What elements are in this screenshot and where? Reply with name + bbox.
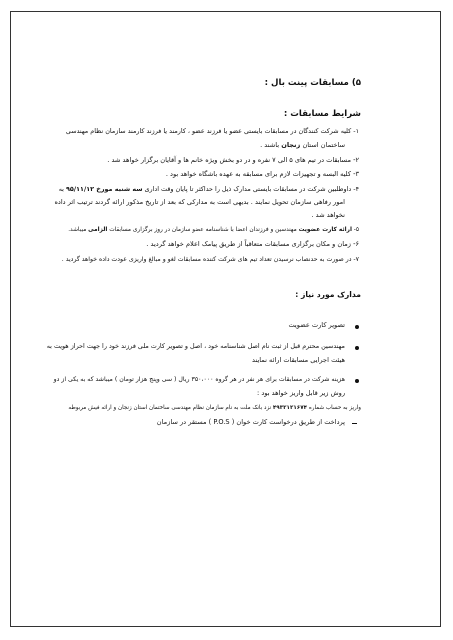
condition-6: ۶- زمان و مکان برگزاری مسابقات متعاقباً از طریق پیامک اعلام خواهد گردید . [146, 240, 359, 248]
condition-4-line-3: نخواهد شد . [311, 211, 345, 219]
document-3-line-2: روش زیر قابل واریز خواهد بود : [257, 389, 345, 397]
condition-3: ۳- کلیه البسه و تجهیزات لازم برای مسابقه به عهده باشگاه خواهد بود . [165, 170, 359, 178]
bullet-icon [355, 346, 359, 350]
page-border [10, 11, 441, 627]
condition-5-text-a: ۵- [351, 227, 359, 233]
document-2-line-1: مهندسین محترم قبل از ثبت نام اصل شناسنامه خود ، اصل و تصویر کارت ملی فرزند خود را جهت احراز هویت به [46, 342, 345, 350]
condition-1-text-a: ساختمان استان [300, 141, 345, 149]
condition-7: ۷- در صورت به حدنصاب نرسیدن تعداد تیم های شرکت کننده مسابقات لغو و مبالغ واریزی عودت داده خواهد گردید . [61, 256, 359, 263]
document-2-line-2: هیئت اجرایی مسابقات ارائه نمایند [252, 356, 345, 364]
section-title: ۵) مسابقات پینت بال : [264, 78, 361, 88]
document-4-text-b: نزد بانک ملت به نام سازمان نظام مهندسی ساختمان استان زنجان و ارائه فیش مربوطه [68, 405, 273, 411]
condition-5-text-b: مهندسین و فرزندان اعضا با شناسنامه عضو سازمان در روز برگزاری مسابقات [107, 227, 299, 233]
condition-5-card: ارائه کارت عضویت [298, 227, 352, 233]
condition-4-line-1 [59, 185, 359, 194]
bullet-icon [355, 325, 359, 329]
bullet-icon [355, 379, 359, 383]
condition-5-mandatory: الزامی [88, 227, 108, 233]
document-3-line-1: هزینه شرکت در مسابقات برای هر نفر در هر گروه ۳۵۰،۰۰۰ ریال ( سی وپنج هزار تومان ) میباشد که به یکی از دو [53, 376, 345, 383]
condition-5-text-c: میباشد. [68, 227, 89, 233]
condition-2: ۲- مسابقات در تیم های ۵ الی ۷ نفره و در دو بخش ویژه خانم ها و آقایان برگزار خواهد شد . [107, 156, 359, 164]
document-4 [68, 404, 361, 413]
condition-1-line-2 [260, 141, 345, 150]
condition-4-deadline: سه شنبه مورخ ۹۵/۱۱/۱۲ [65, 185, 143, 193]
condition-4-text-a: ۴- داوطلبین شرکت در مسابقات بایستی مدارک ذیل را حداکثر تا پایان وقت اداری [142, 185, 359, 193]
document-4-text-a: واریز به حساب شماره [307, 405, 361, 411]
dash-icon [352, 423, 357, 424]
condition-1-city: زنجان [281, 141, 301, 149]
document-5: پرداخت از طریق درخواست کارت خوان ( P.O.S ) مستقر در سازمان [156, 418, 345, 426]
condition-4-line-2: امور رفاهی سازمان تحویل نمایند . بدیهی است به مدارکی که بعد از تاریخ مذکور ارائه گردند ترتیب اثر داده [54, 198, 345, 206]
condition-1-line-1: ۱- کلیه شرکت کنندگان در مسابقات بایستی عضو یا فرزند عضو ، کارمند یا فرزند کارمند سازمان نظام مهندسی [65, 127, 359, 135]
conditions-title: شرایط مسابقات : [283, 109, 361, 119]
condition-5 [68, 226, 359, 235]
condition-4-text-b: به [58, 185, 66, 193]
condition-1-text-b: باشند . [260, 141, 282, 149]
document-1: تصویر کارت عضویت [288, 321, 345, 329]
account-number: ۴۹۳۲۱۲۱۶۷۴ [272, 405, 308, 411]
documents-title: مدارک مورد نیاز : [295, 290, 361, 299]
